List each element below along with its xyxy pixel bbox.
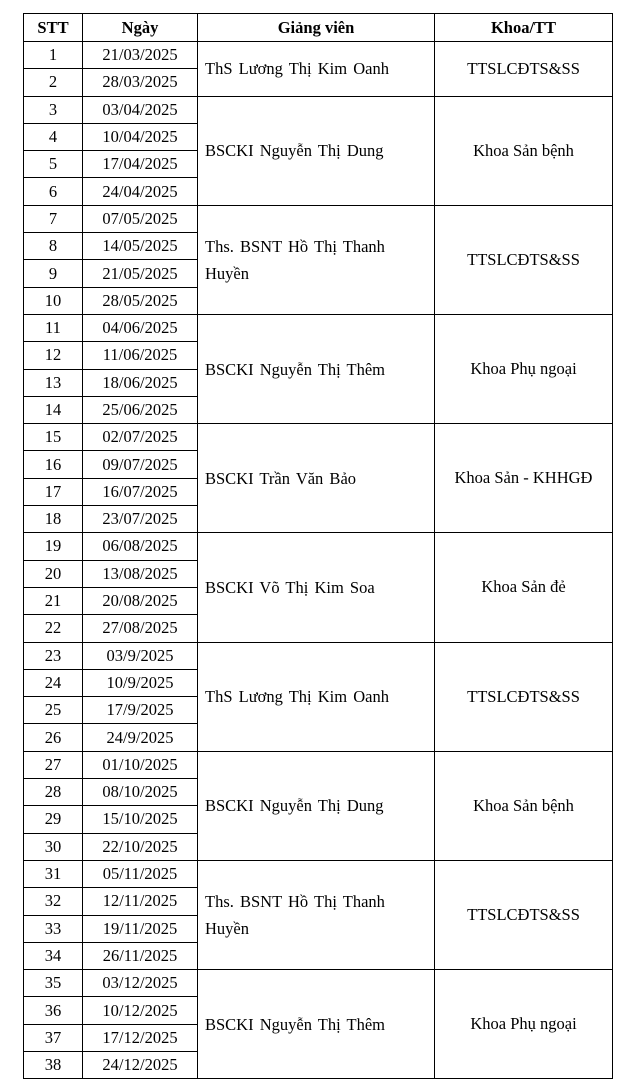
date-cell: 04/06/2025 <box>83 314 198 341</box>
table-row <box>24 42 613 69</box>
stt-cell: 23 <box>24 642 83 669</box>
date-cell: 03/9/2025 <box>83 642 198 669</box>
table-row <box>24 970 613 997</box>
table-row <box>24 424 613 451</box>
lecturer-cell: BSCKI Võ Thị Kim Soa <box>198 533 435 642</box>
date-cell: 17/12/2025 <box>83 1024 198 1051</box>
table-row <box>24 751 613 778</box>
stt-cell: 5 <box>24 151 83 178</box>
date-cell: 14/05/2025 <box>83 233 198 260</box>
date-cell: 03/12/2025 <box>83 970 198 997</box>
stt-cell: 33 <box>24 915 83 942</box>
stt-cell: 1 <box>24 42 83 69</box>
stt-cell: 4 <box>24 123 83 150</box>
date-cell: 27/08/2025 <box>83 615 198 642</box>
date-cell: 10/9/2025 <box>83 669 198 696</box>
header-department: Khoa/TT <box>435 14 613 42</box>
date-cell: 10/12/2025 <box>83 997 198 1024</box>
date-cell: 22/10/2025 <box>83 833 198 860</box>
stt-cell: 16 <box>24 451 83 478</box>
table-row <box>24 533 613 560</box>
date-cell: 25/06/2025 <box>83 396 198 423</box>
stt-cell: 20 <box>24 560 83 587</box>
lecturer-cell: Ths. BSNT Hồ Thị Thanh Huyền <box>198 205 435 314</box>
date-cell: 21/03/2025 <box>83 42 198 69</box>
date-cell: 26/11/2025 <box>83 942 198 969</box>
stt-cell: 32 <box>24 888 83 915</box>
department-cell: Khoa Sản bệnh <box>435 96 613 205</box>
stt-cell: 11 <box>24 314 83 341</box>
lecturer-cell: BSCKI Nguyễn Thị Dung <box>198 96 435 205</box>
stt-cell: 12 <box>24 342 83 369</box>
stt-cell: 25 <box>24 697 83 724</box>
date-cell: 02/07/2025 <box>83 424 198 451</box>
date-cell: 28/03/2025 <box>83 69 198 96</box>
department-cell: Khoa Sản - KHHGĐ <box>435 424 613 533</box>
stt-cell: 26 <box>24 724 83 751</box>
stt-cell: 8 <box>24 233 83 260</box>
stt-cell: 38 <box>24 1051 83 1078</box>
date-cell: 19/11/2025 <box>83 915 198 942</box>
stt-cell: 13 <box>24 369 83 396</box>
department-cell: Khoa Sản bệnh <box>435 751 613 860</box>
date-cell: 24/12/2025 <box>83 1051 198 1078</box>
department-cell: Khoa Phụ ngoại <box>435 314 613 423</box>
date-cell: 20/08/2025 <box>83 587 198 614</box>
lecturer-cell: BSCKI Nguyễn Thị Thêm <box>198 970 435 1079</box>
date-cell: 05/11/2025 <box>83 860 198 887</box>
stt-cell: 3 <box>24 96 83 123</box>
date-cell: 07/05/2025 <box>83 205 198 232</box>
date-cell: 09/07/2025 <box>83 451 198 478</box>
date-cell: 24/9/2025 <box>83 724 198 751</box>
lecturer-cell: ThS Lương Thị Kim Oanh <box>198 642 435 751</box>
schedule-table <box>23 13 613 1079</box>
date-cell: 18/06/2025 <box>83 369 198 396</box>
stt-cell: 2 <box>24 69 83 96</box>
date-cell: 16/07/2025 <box>83 478 198 505</box>
header-stt: STT <box>24 14 83 42</box>
stt-cell: 31 <box>24 860 83 887</box>
date-cell: 21/05/2025 <box>83 260 198 287</box>
table-row <box>24 314 613 341</box>
date-cell: 06/08/2025 <box>83 533 198 560</box>
lecturer-cell: BSCKI Nguyễn Thị Dung <box>198 751 435 860</box>
date-cell: 17/04/2025 <box>83 151 198 178</box>
stt-cell: 34 <box>24 942 83 969</box>
table-row <box>24 860 613 887</box>
date-cell: 03/04/2025 <box>83 96 198 123</box>
date-cell: 23/07/2025 <box>83 506 198 533</box>
stt-cell: 29 <box>24 806 83 833</box>
lecturer-cell: BSCKI Trần Văn Bảo <box>198 424 435 533</box>
stt-cell: 36 <box>24 997 83 1024</box>
table-row <box>24 205 613 232</box>
stt-cell: 6 <box>24 178 83 205</box>
date-cell: 01/10/2025 <box>83 751 198 778</box>
header-lecturer: Giảng viên <box>198 14 435 42</box>
stt-cell: 9 <box>24 260 83 287</box>
stt-cell: 27 <box>24 751 83 778</box>
stt-cell: 30 <box>24 833 83 860</box>
table-body <box>24 42 613 1079</box>
date-cell: 08/10/2025 <box>83 779 198 806</box>
stt-cell: 28 <box>24 779 83 806</box>
department-cell: TTSLCĐTS&SS <box>435 205 613 314</box>
header-row <box>24 14 613 42</box>
table-row <box>24 642 613 669</box>
department-cell: TTSLCĐTS&SS <box>435 860 613 969</box>
stt-cell: 21 <box>24 587 83 614</box>
stt-cell: 19 <box>24 533 83 560</box>
stt-cell: 17 <box>24 478 83 505</box>
stt-cell: 37 <box>24 1024 83 1051</box>
date-cell: 28/05/2025 <box>83 287 198 314</box>
stt-cell: 22 <box>24 615 83 642</box>
stt-cell: 35 <box>24 970 83 997</box>
stt-cell: 24 <box>24 669 83 696</box>
header-date: Ngày <box>83 14 198 42</box>
date-cell: 15/10/2025 <box>83 806 198 833</box>
stt-cell: 14 <box>24 396 83 423</box>
date-cell: 24/04/2025 <box>83 178 198 205</box>
date-cell: 17/9/2025 <box>83 697 198 724</box>
date-cell: 12/11/2025 <box>83 888 198 915</box>
date-cell: 13/08/2025 <box>83 560 198 587</box>
department-cell: Khoa Phụ ngoại <box>435 970 613 1079</box>
lecturer-cell: BSCKI Nguyễn Thị Thêm <box>198 314 435 423</box>
lecturer-cell: Ths. BSNT Hồ Thị Thanh Huyền <box>198 860 435 969</box>
stt-cell: 7 <box>24 205 83 232</box>
table-row <box>24 96 613 123</box>
lecturer-cell: ThS Lương Thị Kim Oanh <box>198 42 435 97</box>
stt-cell: 15 <box>24 424 83 451</box>
department-cell: TTSLCĐTS&SS <box>435 642 613 751</box>
stt-cell: 10 <box>24 287 83 314</box>
department-cell: TTSLCĐTS&SS <box>435 42 613 97</box>
date-cell: 11/06/2025 <box>83 342 198 369</box>
date-cell: 10/04/2025 <box>83 123 198 150</box>
stt-cell: 18 <box>24 506 83 533</box>
department-cell: Khoa Sản đẻ <box>435 533 613 642</box>
